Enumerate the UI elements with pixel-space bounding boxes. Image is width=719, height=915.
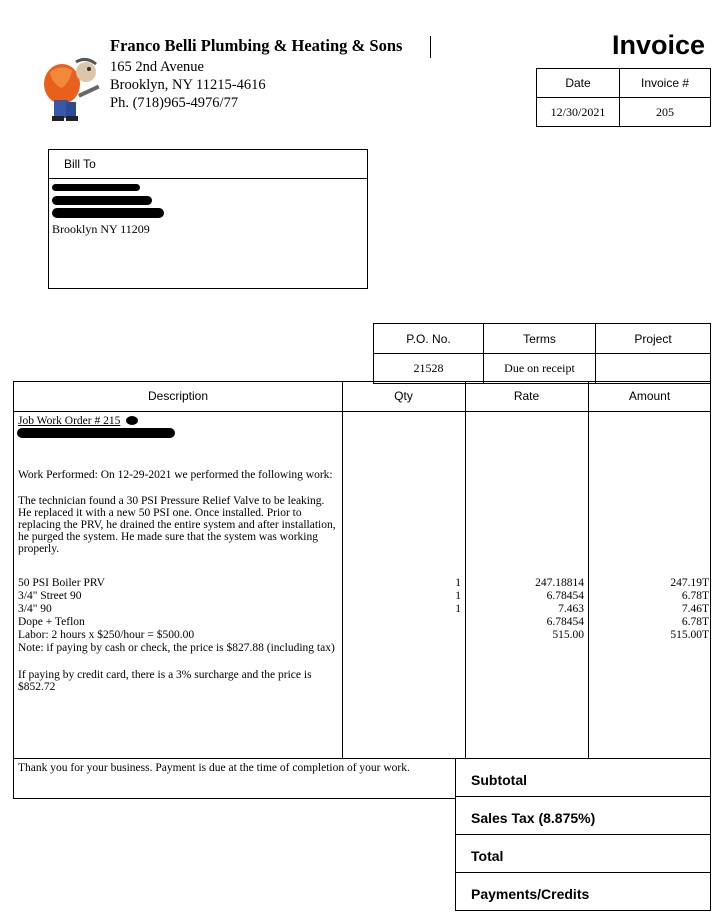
- qty-header: Qty: [394, 389, 413, 403]
- line-item-rate: 7.463: [558, 603, 584, 615]
- thank-you-note: Thank you for your business. Payment is due at the time of completion of your work.: [13, 758, 456, 799]
- column-divider: [342, 382, 343, 758]
- header-divider: [14, 411, 710, 412]
- company-phone: Ph. (718)965-4976/77: [110, 95, 239, 111]
- payments-credits-label: Payments/Credits: [456, 873, 710, 911]
- line-item-rate: 515.00: [552, 629, 584, 641]
- line-items-table: [13, 381, 711, 759]
- line-item-rate: 6.78454: [546, 616, 584, 628]
- document-title: Invoice: [612, 30, 706, 60]
- line-item-description: 3/4" Street 90: [18, 590, 82, 602]
- cash-price-note: Note: if paying by cash or check, the price is $827.88 (including tax): [18, 642, 335, 654]
- invoice-number-text: 205: [656, 104, 674, 119]
- company-name: Franco Belli Plumbing & Heating & Sons: [110, 36, 403, 55]
- line-item-rate: 6.78454: [546, 590, 584, 602]
- invoice-number-label: Invoice #: [620, 69, 711, 98]
- redaction-mark: [17, 428, 175, 438]
- po-number: 21528: [374, 354, 484, 384]
- bill-to-box: [48, 149, 368, 289]
- bill-to-label: Bill To: [49, 150, 367, 179]
- subtotal-label: Subtotal: [456, 759, 710, 797]
- terms-label: Terms: [484, 324, 596, 354]
- work-performed-line: Work Performed: On 12-29-2021 we performed the following work:: [18, 469, 333, 481]
- terms-value: Due on receipt: [484, 354, 596, 384]
- order-info-box: [373, 323, 711, 384]
- sales-tax-label: Sales Tax (8.875%): [456, 797, 710, 835]
- line-item-description: 50 PSI Boiler PRV: [18, 577, 105, 589]
- line-item-amount: 6.78T: [681, 590, 709, 602]
- totals-box: [455, 758, 711, 911]
- line-item-amount: 247.19T: [670, 577, 709, 589]
- line-item-amount: 515.00T: [670, 629, 709, 641]
- rate-header: Rate: [513, 389, 540, 403]
- invoice-number: [620, 98, 711, 127]
- line-item-qty: 1: [455, 603, 461, 615]
- company-address-line2: Brooklyn, NY 11215-4616: [110, 77, 266, 93]
- date-label: Date: [537, 69, 620, 98]
- amount-header: Amount: [628, 389, 671, 403]
- redaction-mark: [52, 208, 164, 218]
- line-item-amount: 7.46T: [681, 603, 709, 615]
- redaction-mark: [52, 184, 140, 191]
- column-divider: [465, 382, 466, 758]
- column-divider: [588, 382, 589, 758]
- line-item-description: 3/4" 90: [18, 603, 52, 615]
- card-price-note: If paying by credit card, there is a 3% surcharge and the price is $852.72: [18, 669, 312, 693]
- line-item-description: Labor: 2 hours x $250/hour = $500.00: [18, 629, 195, 641]
- po-number-label: P.O. No.: [374, 324, 484, 354]
- line-item-amount: 6.78T: [681, 616, 709, 628]
- company-address-line1: 165 2nd Avenue: [110, 59, 204, 75]
- line-item-qty: 1: [455, 577, 461, 589]
- invoice-date: 12/30/2021: [537, 98, 620, 127]
- text-cursor: [430, 36, 431, 58]
- description-header: Description: [147, 389, 209, 403]
- bill-to-city: Brooklyn NY 11209: [52, 222, 150, 236]
- company-logo: [40, 54, 106, 124]
- line-item-description: Dope + Teflon: [18, 616, 85, 628]
- project-value: [596, 354, 711, 384]
- redaction-mark: [52, 196, 152, 205]
- total-label: Total: [456, 835, 710, 873]
- redaction-mark: [126, 416, 138, 425]
- line-item-rate: 247.18814: [535, 577, 584, 589]
- technician-note: The technician found a 30 PSI Pressure Relief Valve to be leaking. He replaced it with a new 50 PSI one. Once installed. Prior to replacing the PRV, he drained the entire system and after installation, he purged the system. He made sure that the system was working properly.: [18, 495, 336, 555]
- line-item-qty: 1: [455, 590, 461, 602]
- project-label: Project: [596, 324, 711, 354]
- date-invoice-box: [536, 68, 711, 127]
- job-work-order: Job Work Order # 215: [18, 415, 121, 427]
